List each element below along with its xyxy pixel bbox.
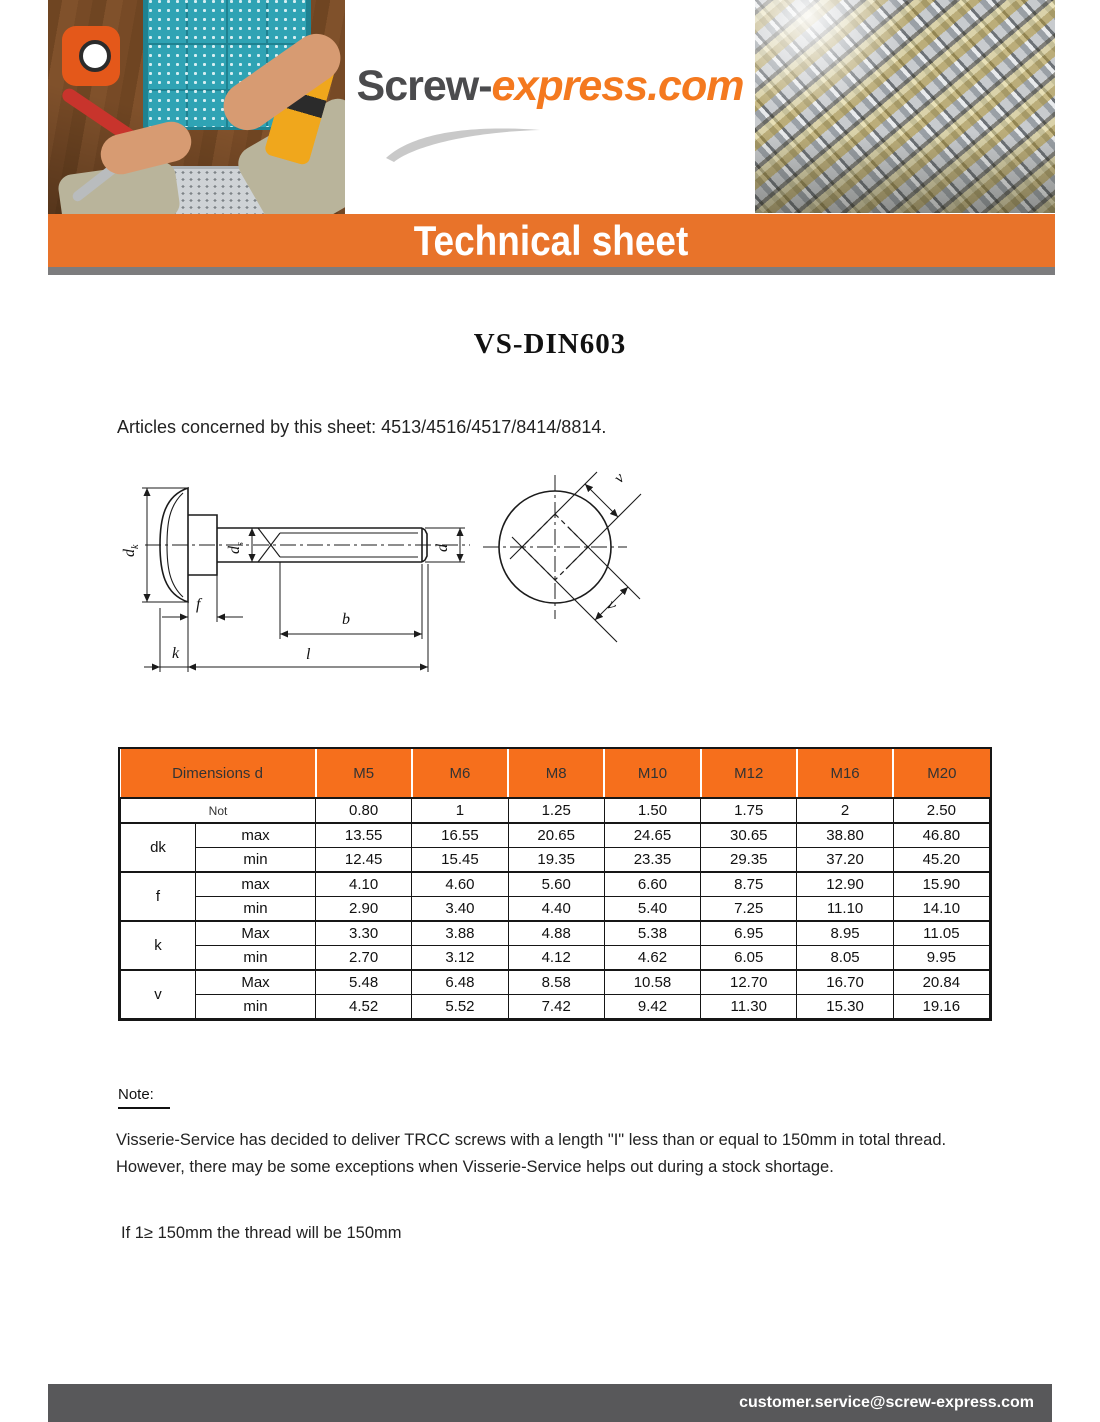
table-row-f-min xyxy=(121,897,990,922)
dimension-value-cell: 2.90 xyxy=(316,897,412,922)
screws-pile-photo xyxy=(755,0,1055,213)
dimensions-table-head xyxy=(121,749,990,798)
pitch-value: 0.80 xyxy=(316,798,412,823)
limit-label-cell: min xyxy=(196,995,316,1019)
table-row-dk-max xyxy=(121,823,990,848)
note-heading xyxy=(118,1086,170,1103)
dimension-value-cell: 8.05 xyxy=(797,946,893,971)
dimension-value-cell: 4.52 xyxy=(316,995,412,1019)
size-column-header: M20 xyxy=(893,749,989,798)
dimension-value-cell: 29.35 xyxy=(701,848,797,873)
dimension-value-cell: 5.52 xyxy=(412,995,508,1019)
dimension-value-cell: 11.10 xyxy=(797,897,893,922)
logo-swoosh-icon xyxy=(380,118,550,164)
dimensions-table-body xyxy=(121,798,990,1019)
d-label: d xyxy=(434,544,451,552)
dimension-value-cell: 4.60 xyxy=(412,872,508,897)
technical-drawing xyxy=(120,462,660,697)
v-label-top: v xyxy=(610,469,628,487)
dimension-value-cell: 3.88 xyxy=(412,921,508,946)
dimensions-table-frame xyxy=(118,747,992,1021)
table-row-v-Max xyxy=(121,970,990,995)
page-footer xyxy=(48,1384,1052,1422)
f-label: f xyxy=(196,596,201,613)
ds-label: $d_s$ xyxy=(226,542,246,554)
technical-sheet-banner xyxy=(48,214,1055,267)
articles-line: Articles concerned by this sheet: 4513/4516/4517/8414/8814. xyxy=(117,417,607,437)
logo-text-dark: Screw- xyxy=(356,62,492,110)
dimension-value-cell: 6.95 xyxy=(701,921,797,946)
b-label: b xyxy=(342,611,350,628)
thread-runout xyxy=(258,528,280,557)
table-row-k-min xyxy=(121,946,990,971)
size-column-header: M16 xyxy=(797,749,893,798)
dimension-value-cell: 6.48 xyxy=(412,970,508,995)
pitch-value: 1.75 xyxy=(701,798,797,823)
k-label: k xyxy=(172,645,180,662)
dimension-value-cell: 5.38 xyxy=(604,921,700,946)
banner-divider xyxy=(48,267,1055,275)
workbench-photo xyxy=(48,0,345,215)
dimension-value-cell: 6.05 xyxy=(701,946,797,971)
dimension-value-cell: 8.58 xyxy=(508,970,604,995)
pitch-value: 2 xyxy=(797,798,893,823)
v-dimension-top xyxy=(585,484,618,517)
size-column-header: M6 xyxy=(412,749,508,798)
dimension-value-cell: 24.65 xyxy=(604,823,700,848)
dimension-value-cell: 16.70 xyxy=(797,970,893,995)
dimension-value-cell: 4.62 xyxy=(604,946,700,971)
page-title: VS-DIN603 xyxy=(473,328,627,360)
dimension-value-cell: 2.70 xyxy=(316,946,412,971)
dimension-value-cell: 16.55 xyxy=(412,823,508,848)
photo-decor-tape-measure xyxy=(62,26,120,86)
dimension-value-cell: 19.35 xyxy=(508,848,604,873)
length-rule-line: If 1≥ 150mm the thread will be 150mm xyxy=(121,1224,402,1242)
table-row-dk-min xyxy=(121,848,990,873)
note-paragraph: Visserie-Service has decided to deliver TRCC screws with a length "I" less than or equal to 150mm in total thread. However, there may be some exceptions when Visserie-Service helps out during a stock shortage. xyxy=(116,1131,947,1177)
dimension-letter-cell: dk xyxy=(121,823,196,872)
dimension-letter-cell: k xyxy=(121,921,196,970)
dimension-letter-cell: f xyxy=(121,872,196,921)
dimension-value-cell: 13.55 xyxy=(316,823,412,848)
dimension-value-cell: 30.65 xyxy=(701,823,797,848)
dimension-value-cell: 6.60 xyxy=(604,872,700,897)
logo-text-orange: express.com xyxy=(491,62,744,110)
dimension-value-cell: 7.42 xyxy=(508,995,604,1019)
dimension-value-cell: 46.80 xyxy=(893,823,989,848)
dimension-value-cell: 3.40 xyxy=(412,897,508,922)
limit-label-cell: min xyxy=(196,946,316,971)
size-column-header: M5 xyxy=(316,749,412,798)
dimension-value-cell: 45.20 xyxy=(893,848,989,873)
logo-area xyxy=(345,0,755,215)
limit-label-cell: max xyxy=(196,823,316,848)
dimension-value-cell: 38.80 xyxy=(797,823,893,848)
table-row-f-max xyxy=(121,872,990,897)
v-label-bottom: v xyxy=(603,596,621,614)
dimension-value-cell: 15.30 xyxy=(797,995,893,1019)
limit-label-cell: Max xyxy=(196,921,316,946)
dimension-value-cell: 5.60 xyxy=(508,872,604,897)
size-column-header: M12 xyxy=(701,749,797,798)
pitch-value: 1.25 xyxy=(508,798,604,823)
dimension-value-cell: 4.40 xyxy=(508,897,604,922)
dimension-value-cell: 19.16 xyxy=(893,995,989,1019)
dimension-value-cell: 3.12 xyxy=(412,946,508,971)
dimension-value-cell: 4.12 xyxy=(508,946,604,971)
table-row-k-Max xyxy=(121,921,990,946)
dimension-value-cell: 15.45 xyxy=(412,848,508,873)
pitch-value: 1 xyxy=(412,798,508,823)
note-heading-text: Note: xyxy=(118,1086,170,1109)
dimension-value-cell: 15.90 xyxy=(893,872,989,897)
table-corner-header: Dimensions d xyxy=(121,749,316,798)
dimension-value-cell: 12.90 xyxy=(797,872,893,897)
size-column-header: M8 xyxy=(508,749,604,798)
limit-label-cell: min xyxy=(196,848,316,873)
customer-service-email: customer.service@screw-express.com xyxy=(739,1394,1034,1411)
dimension-value-cell: 4.88 xyxy=(508,921,604,946)
screw-express-logo xyxy=(357,62,744,111)
dimension-value-cell: 8.75 xyxy=(701,872,797,897)
dimension-value-cell: 20.65 xyxy=(508,823,604,848)
pitch-value: 2.50 xyxy=(893,798,989,823)
limit-label-cell: min xyxy=(196,897,316,922)
dk-label: $d_k$ xyxy=(121,544,141,557)
dimension-value-cell: 5.40 xyxy=(604,897,700,922)
dimension-value-cell: 7.25 xyxy=(701,897,797,922)
table-row-v-min xyxy=(121,995,990,1019)
dimension-value-cell: 10.58 xyxy=(604,970,700,995)
limit-label-cell: Max xyxy=(196,970,316,995)
thread-runout xyxy=(258,533,280,562)
banner-title: Technical sheet xyxy=(414,216,689,264)
dimension-value-cell: 11.05 xyxy=(893,921,989,946)
l-label: l xyxy=(306,646,311,663)
dimension-value-cell: 9.42 xyxy=(604,995,700,1019)
dimension-value-cell: 8.95 xyxy=(797,921,893,946)
dimension-value-cell: 3.30 xyxy=(316,921,412,946)
dimension-value-cell: 12.70 xyxy=(701,970,797,995)
page-header xyxy=(48,0,1055,215)
limit-label-cell: max xyxy=(196,872,316,897)
pitch-row-label: Not xyxy=(121,798,316,823)
pitch-value: 1.50 xyxy=(604,798,700,823)
pitch-row xyxy=(121,798,990,823)
dimension-value-cell: 12.45 xyxy=(316,848,412,873)
dimension-value-cell: 23.35 xyxy=(604,848,700,873)
dimension-value-cell: 37.20 xyxy=(797,848,893,873)
dimension-value-cell: 5.48 xyxy=(316,970,412,995)
dimension-value-cell: 4.10 xyxy=(316,872,412,897)
dimension-value-cell: 20.84 xyxy=(893,970,989,995)
dimension-letter-cell: v xyxy=(121,970,196,1019)
dimensions-table xyxy=(120,749,990,1019)
dimension-value-cell: 14.10 xyxy=(893,897,989,922)
dimension-value-cell: 11.30 xyxy=(701,995,797,1019)
size-column-header: M10 xyxy=(604,749,700,798)
dimension-value-cell: 9.95 xyxy=(893,946,989,971)
